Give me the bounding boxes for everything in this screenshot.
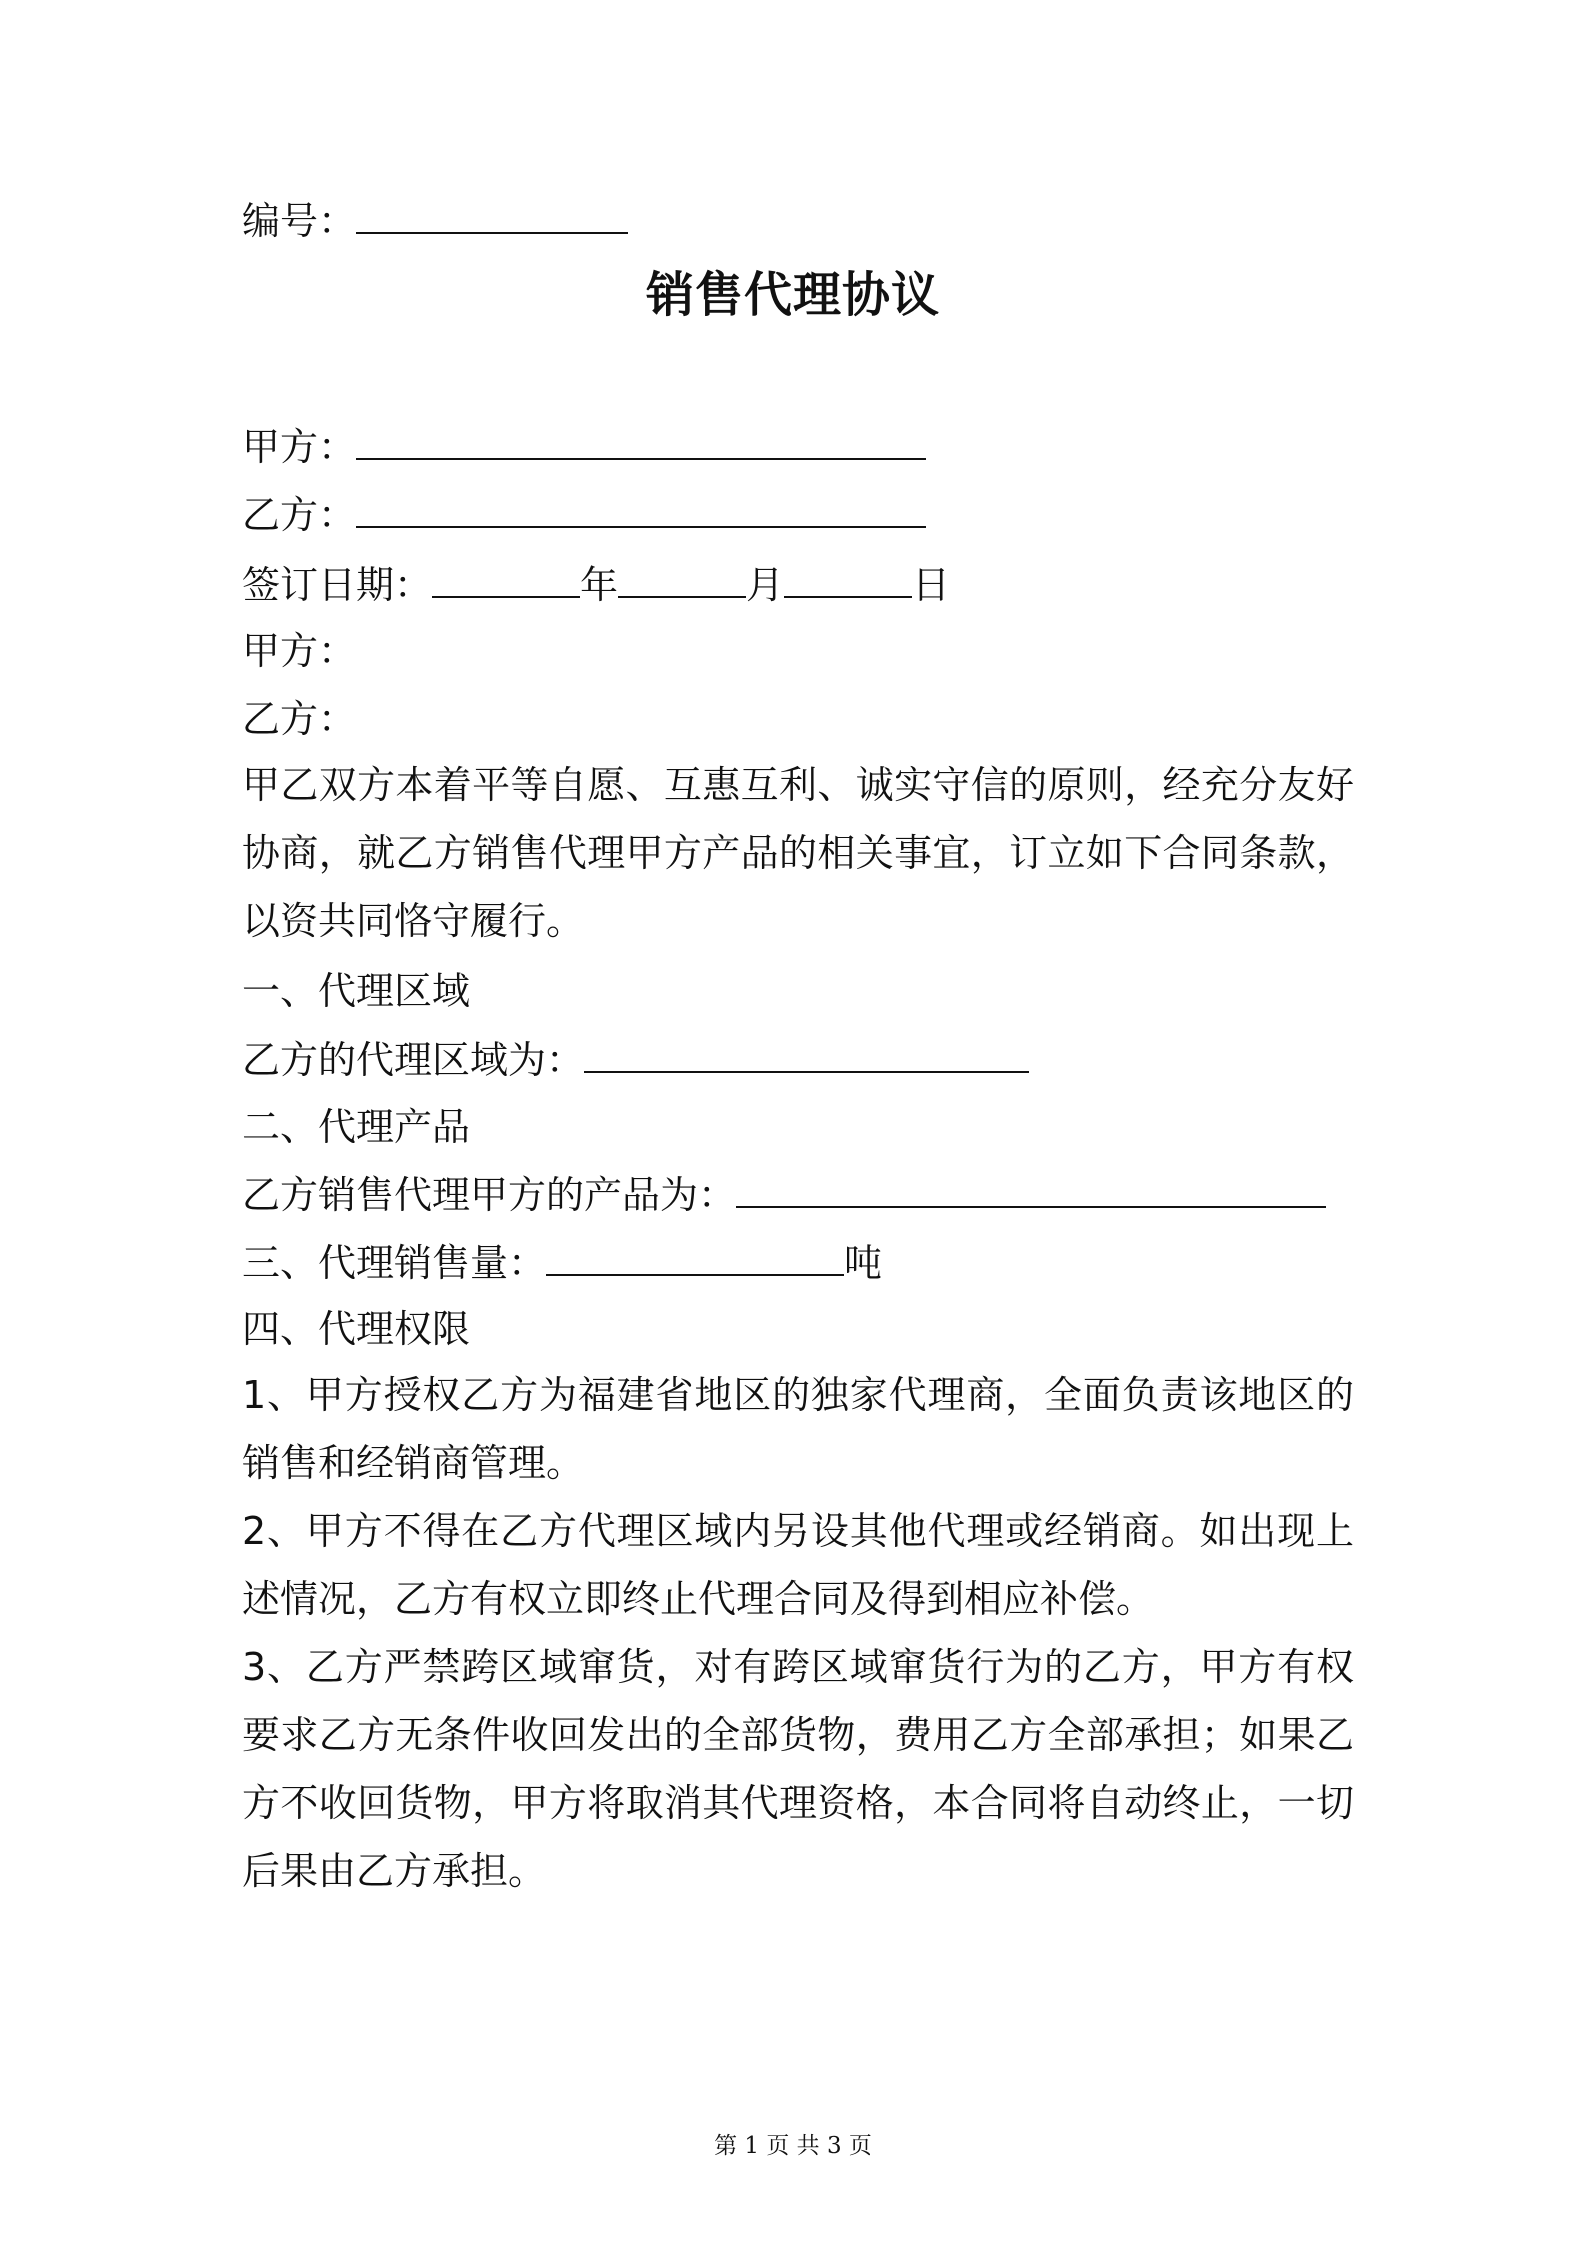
page-footer: 第 1 页 共 3 页 [714, 2133, 872, 2159]
contract-number-blank [356, 198, 628, 234]
party-a-label-2: 甲方： [242, 629, 357, 673]
agency-product-blank [736, 1172, 1326, 1208]
section-2-heading: 二、代理产品 [242, 1105, 471, 1149]
day-label: 日 [912, 563, 951, 607]
clause-3: 3、乙方严禁跨区域窜货，对有跨区域窜货行为的乙方，甲方有权要求乙方无条件收回发出的全部货物，费用乙方全部承担；如果乙方不收回货物，甲方将取消其代理资格，本合同将自动终止，一切后果由乙方承担。 [242, 1645, 1354, 1893]
document-title: 销售代理协议 [645, 267, 940, 323]
agency-region-blank [584, 1037, 1029, 1073]
party-b-label: 乙方： [242, 493, 357, 537]
month-label: 月 [746, 563, 785, 607]
sales-volume-blank [546, 1240, 844, 1276]
agency-product-row [242, 1171, 1326, 1219]
agency-region-label: 乙方的代理区域为： [242, 1038, 585, 1082]
contract-number-row [242, 197, 628, 245]
contract-number-label: 编号： [242, 199, 357, 243]
party-a-blank [356, 424, 926, 460]
sign-date-row [242, 561, 950, 609]
section-1-heading: 一、代理区域 [242, 969, 471, 1013]
sales-volume-row [242, 1239, 882, 1287]
party-b-label-2: 乙方： [242, 697, 357, 741]
day-blank [784, 562, 912, 598]
sales-volume-unit: 吨 [844, 1241, 883, 1285]
section-4-heading: 四、代理权限 [242, 1307, 471, 1351]
year-label: 年 [580, 563, 619, 607]
party-a-row-2 [242, 627, 356, 675]
clause-1: 1、甲方授权乙方为福建省地区的独家代理商，全面负责该地区的销售和经销商管理。 [242, 1373, 1354, 1485]
year-blank [432, 562, 580, 598]
agency-product-label: 乙方销售代理甲方的产品为： [242, 1173, 737, 1217]
party-b-blank [356, 492, 926, 528]
intro-paragraph: 甲乙双方本着平等自愿、互惠互利、诚实守信的原则，经充分友好协商，就乙方销售代理甲方产品的相关事宜，订立如下合同条款，以资共同恪守履行。 [242, 763, 1354, 943]
party-a-row [242, 423, 926, 471]
sales-volume-label: 三、代理销售量： [242, 1241, 547, 1285]
party-a-label: 甲方： [242, 425, 357, 469]
clause-2: 2、甲方不得在乙方代理区域内另设其他代理或经销商。如出现上述情况，乙方有权立即终止代理合同及得到相应补偿。 [242, 1509, 1354, 1621]
party-b-row [242, 491, 926, 539]
sign-date-label: 签订日期： [242, 563, 433, 607]
month-blank [618, 562, 746, 598]
agency-region-row [242, 1036, 1029, 1084]
party-b-row-2 [242, 695, 356, 743]
